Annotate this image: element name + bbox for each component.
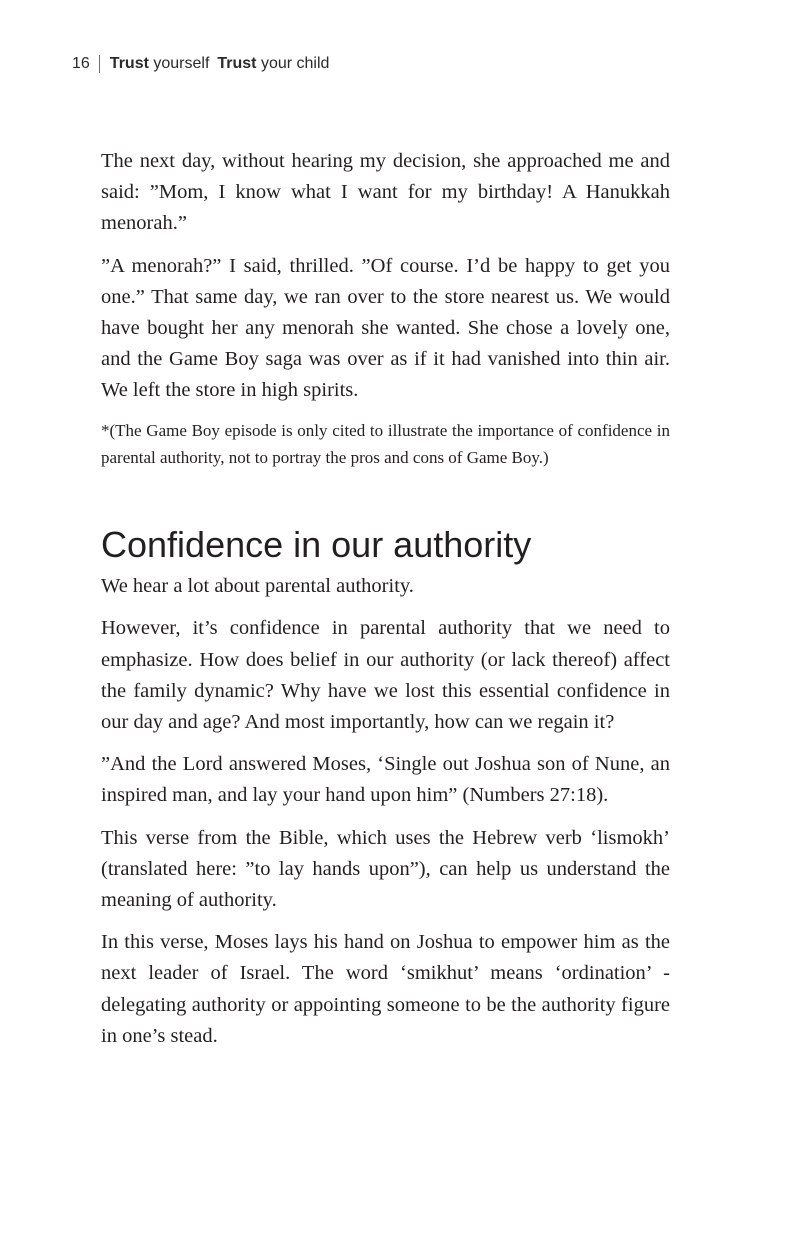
body-paragraph: We hear a lot about parental authority. [101,575,414,598]
body-paragraph: However, it’s confidence in parental authority that we need to emphasize. How does belief in our authority (or lack thereof) affect the family dynamic? Why have we lost this essential confidence in our day and age? And most importantly, how can we regain it? [101,617,670,734]
body-paragraph: The next day, without hearing my decision, she approached me and said: ”Mom, I know what I want for my birthday! A Hanukkah menorah.” [101,150,670,235]
footnote-paragraph: *(The Game Boy episode is only cited to illustrate the importance of confidence in parental authority, not to portray the pros and cons of Game Boy.) [101,420,670,467]
book-title-bold-1: Trust [109,55,149,72]
body-paragraph: In this verse, Moses lays his hand on Joshua to empower him as the next leader of Israel. The word ‘smikhut’ means ‘ordination’ - delegating authority or appointing someone to be the authority figure in one’s stead. [101,931,670,1047]
section-heading: Confidence in our authority [101,524,532,566]
header-divider [99,55,100,73]
body-paragraph: This verse from the Bible, which uses the Hebrew verb ‘lismokh’ (translated here: ”to lay hands upon”), can help us understand the meaning of authority. [101,826,670,912]
body-paragraph: ”A menorah?” I said, thrilled. ”Of course. I’d be happy to get you one.” That same day, we ran over to the store nearest us. We would have bought her any menorah she wanted. She chose a lovely one, and the Game Boy saga was over as if it had vanished into thin air. We left the store in high spirits. [101,254,670,402]
book-title-bold-2: Trust [217,55,257,72]
body-paragraph: ”And the Lord answered Moses, ‘Single out Joshua son of Nune, an inspired man, and lay your hand upon him” (Numbers 27:18). [101,753,670,807]
book-title-rest-1: yourself [148,55,210,72]
page-number: 16 [72,55,90,72]
page-body [101,146,670,1052]
book-title [110,55,330,73]
running-header [72,55,329,73]
book-title-rest-2: your child [256,55,330,72]
